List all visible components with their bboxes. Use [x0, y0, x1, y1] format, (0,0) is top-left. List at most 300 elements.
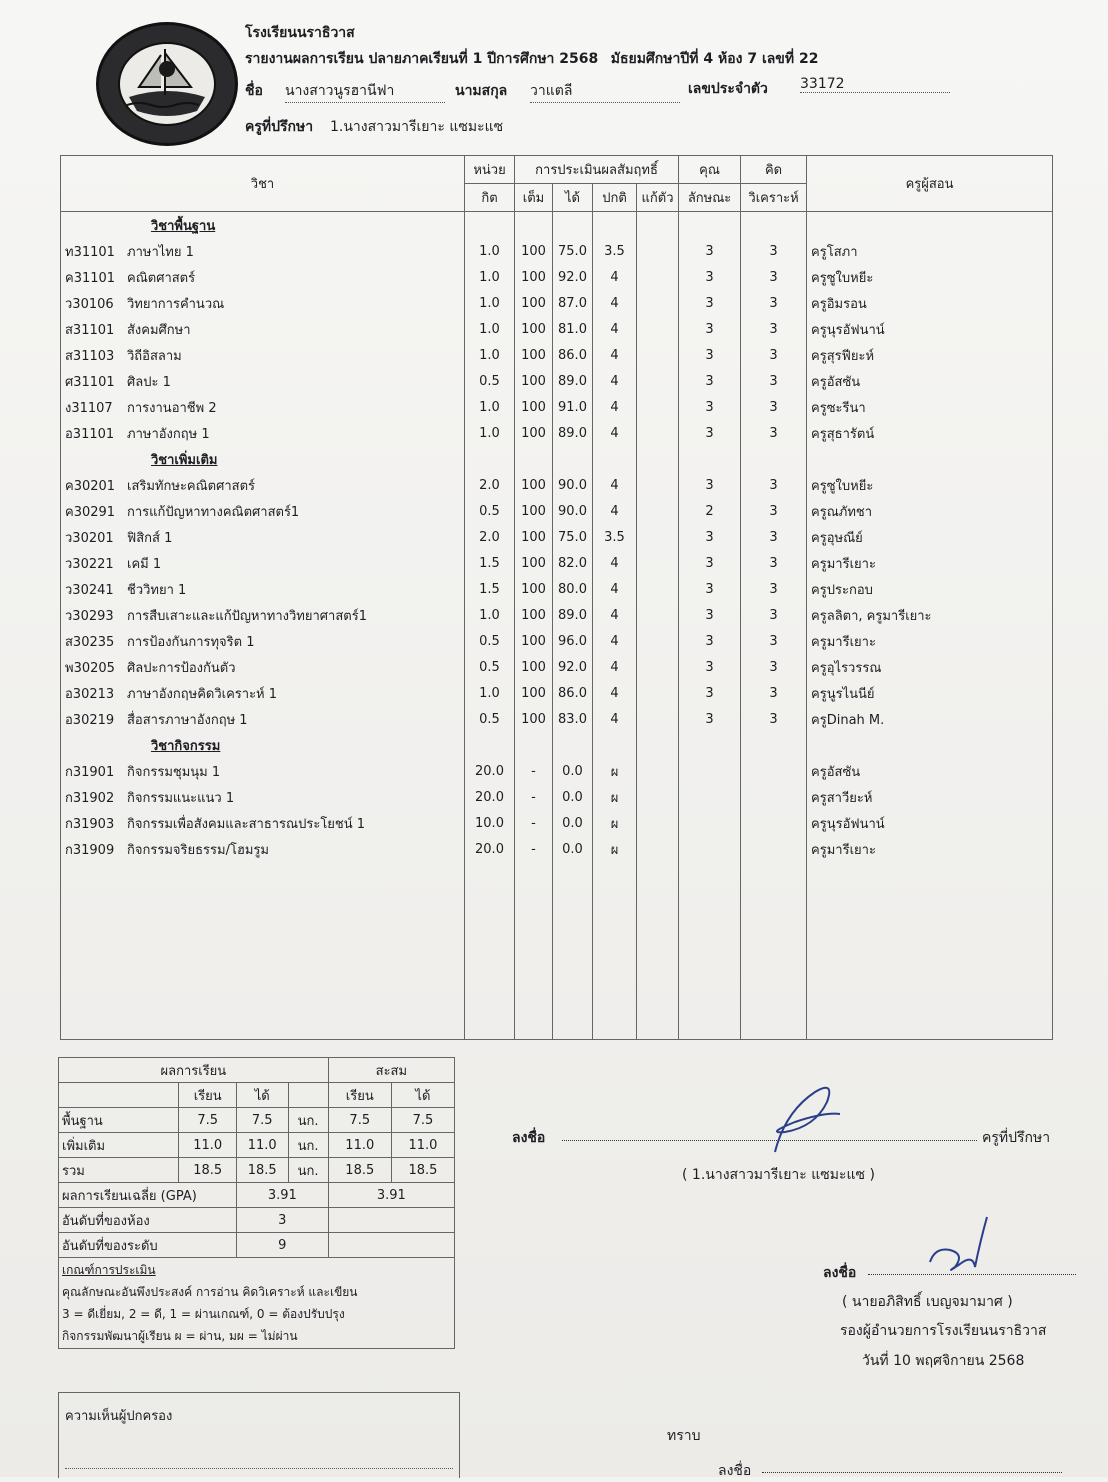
teacher-name: ครูDinah M.	[807, 706, 1053, 732]
deputy-printed-name: ( นายอภิสิทธิ์ เบญจมามาศ )	[842, 1294, 1013, 1310]
full-score: 100	[515, 264, 553, 290]
parent-opinion-box	[58, 1392, 460, 1478]
subject-name: การป้องกันการทุจริต 1	[127, 634, 255, 650]
teacher-name: ครูณภัทชา	[807, 498, 1053, 524]
summary-study: 18.5	[179, 1158, 236, 1183]
full-score: -	[515, 810, 553, 836]
summary-box	[58, 1057, 455, 1349]
corrected-grade	[637, 680, 679, 706]
corrected-grade	[637, 394, 679, 420]
teacher-name: ครูอัสซัน	[807, 758, 1053, 784]
full-score: 100	[515, 550, 553, 576]
credit: 1.0	[465, 290, 515, 316]
subject-name: ภาษาไทย 1	[127, 244, 194, 260]
grade: ผ	[593, 758, 637, 784]
summary-row-label: พื้นฐาน	[59, 1108, 179, 1133]
rank-room-label: อันดับที่ของห้อง	[59, 1208, 237, 1233]
characteristics: 3	[679, 238, 741, 264]
subject-row	[61, 420, 1053, 446]
summary-got: 11.0	[236, 1133, 288, 1158]
credit: 0.5	[465, 654, 515, 680]
subject-name: กิจกรรมจริยธรรม/โฮมรูม	[127, 842, 269, 858]
subject-code: พ30205	[65, 660, 115, 676]
full-score: 100	[515, 342, 553, 368]
analytical-thinking	[741, 836, 807, 862]
credit: 1.0	[465, 602, 515, 628]
corrected-grade	[637, 758, 679, 784]
credit: 20.0	[465, 758, 515, 784]
corrected-grade	[637, 316, 679, 342]
ack-label: ทราบ	[667, 1428, 701, 1444]
cum-got-label: ได้	[391, 1083, 454, 1108]
grade: 4	[593, 342, 637, 368]
subject-name: วิถีอิสลาม	[127, 348, 182, 364]
corrected-grade	[637, 706, 679, 732]
deputy-signature-mark	[925, 1212, 995, 1282]
section-title: วิชาเพิ่มเติม	[151, 452, 218, 468]
corrected-grade	[637, 836, 679, 862]
subject-row	[61, 602, 1053, 628]
grade: 4	[593, 680, 637, 706]
subject-name: ชีววิทยา 1	[127, 582, 187, 598]
subject-name: ศิลปะ 1	[127, 374, 171, 390]
subject-row	[61, 810, 1053, 836]
full-score: 100	[515, 238, 553, 264]
characteristics	[679, 784, 741, 810]
subject-name: การแก้ปัญหาทางคณิตศาสตร์1	[127, 504, 300, 520]
characteristics: 3	[679, 290, 741, 316]
characteristics: 3	[679, 628, 741, 654]
school-emblem-icon	[99, 25, 235, 143]
teacher-name: ครูสุธารัตน์	[807, 420, 1053, 446]
subject-code: ว30201	[65, 530, 114, 546]
col-normal: ปกติ	[593, 184, 637, 212]
grade: ผ	[593, 836, 637, 862]
summary-row	[59, 1133, 455, 1158]
advisor-name: 1.นางสาวมารีเยาะ แซมะแซ	[330, 119, 504, 135]
analytical-thinking: 3	[741, 316, 807, 342]
subject-row	[61, 836, 1053, 862]
teacher-name: ครูนุรอัฟนาน์	[807, 810, 1053, 836]
corrected-grade	[637, 290, 679, 316]
corrected-grade	[637, 368, 679, 394]
subject-row	[61, 628, 1053, 654]
gpa-cumulative: 3.91	[328, 1183, 454, 1208]
score: 0.0	[553, 810, 593, 836]
grade: 4	[593, 316, 637, 342]
study-label: เรียน	[179, 1083, 236, 1108]
cumulative-label: สะสม	[328, 1058, 454, 1083]
subject-name: ฟิสิกส์ 1	[127, 530, 173, 546]
summary-unit: นก.	[288, 1133, 328, 1158]
col-char-bottom: ลักษณะ	[679, 184, 741, 212]
teacher-name: ครูอุไรวรรณ	[807, 654, 1053, 680]
corrected-grade	[637, 420, 679, 446]
gpa-value: 3.91	[236, 1183, 328, 1208]
subject-code: ค30291	[65, 504, 116, 520]
credit: 1.0	[465, 238, 515, 264]
student-name: นางสาวนูรฮานีฟา	[285, 80, 445, 103]
advisor-sign-line	[562, 1140, 977, 1141]
corrected-grade	[637, 238, 679, 264]
subject-row	[61, 654, 1053, 680]
report-title: รายงานผลการเรียน ปลายภาคเรียนที่ 1 ปีการศึกษา 2568	[245, 51, 599, 67]
section-row	[61, 446, 1053, 472]
criteria-line-3: กิจกรรมพัฒนาผู้เรียน ผ = ผ่าน, มผ = ไม่ผ่าน	[62, 1329, 298, 1343]
subject-row	[61, 290, 1053, 316]
score: 92.0	[553, 654, 593, 680]
col-unit-bottom: กิต	[465, 184, 515, 212]
teacher-name: ครูประกอบ	[807, 576, 1053, 602]
subject-name: การงานอาชีพ 2	[127, 400, 217, 416]
score: 86.0	[553, 680, 593, 706]
summary-table	[58, 1057, 455, 1349]
subject-row	[61, 576, 1053, 602]
col-think-top: คิด	[741, 156, 807, 184]
characteristics: 3	[679, 706, 741, 732]
section-row	[61, 732, 1053, 758]
grade: ผ	[593, 810, 637, 836]
corrected-grade	[637, 264, 679, 290]
grade: 3.5	[593, 524, 637, 550]
subject-code: อ30219	[65, 712, 115, 728]
score: 89.0	[553, 602, 593, 628]
subject-row	[61, 680, 1053, 706]
characteristics: 3	[679, 264, 741, 290]
full-score: 100	[515, 602, 553, 628]
subject-name: ภาษาอังกฤษ 1	[127, 426, 210, 442]
teacher-name: ครูสุรฟียะห์	[807, 342, 1053, 368]
characteristics	[679, 758, 741, 784]
score: 0.0	[553, 758, 593, 784]
credit: 1.0	[465, 342, 515, 368]
rank-room-value: 3	[236, 1208, 328, 1233]
corrected-grade	[637, 784, 679, 810]
summary-row	[59, 1158, 455, 1183]
score: 90.0	[553, 498, 593, 524]
characteristics: 3	[679, 524, 741, 550]
teacher-name: ครูซูใบหยีะ	[807, 264, 1053, 290]
col-assessment: การประเมินผลสัมฤทธิ์	[515, 156, 679, 184]
subject-name: สื่อสารภาษาอังกฤษ 1	[127, 712, 248, 728]
characteristics: 3	[679, 550, 741, 576]
characteristics: 3	[679, 342, 741, 368]
col-corrected: แก้ตัว	[637, 184, 679, 212]
summary-got: 18.5	[236, 1158, 288, 1183]
full-score: -	[515, 758, 553, 784]
analytical-thinking: 3	[741, 290, 807, 316]
characteristics: 3	[679, 394, 741, 420]
corrected-grade	[637, 550, 679, 576]
subject-row	[61, 784, 1053, 810]
score: 81.0	[553, 316, 593, 342]
teacher-name: ครูซะรีนา	[807, 394, 1053, 420]
full-score: 100	[515, 420, 553, 446]
grade: 4	[593, 394, 637, 420]
credit: 0.5	[465, 706, 515, 732]
grade: 4	[593, 290, 637, 316]
credit: 20.0	[465, 784, 515, 810]
subject-name: สังคมศึกษา	[127, 322, 191, 338]
subject-code: ท31101	[65, 244, 115, 260]
subject-name: เคมี 1	[127, 556, 162, 572]
gpa-label: ผลการเรียนเฉลี่ย (GPA)	[59, 1183, 237, 1208]
subject-code: ก31903	[65, 816, 115, 832]
subject-code: ส30235	[65, 634, 115, 650]
id-label: เลขประจำตัว	[688, 81, 768, 97]
score: 0.0	[553, 836, 593, 862]
subject-row	[61, 498, 1053, 524]
summary-cum-got: 7.5	[391, 1108, 454, 1133]
subject-row	[61, 758, 1053, 784]
full-score: 100	[515, 316, 553, 342]
analytical-thinking	[741, 810, 807, 836]
rank-level-label: อันดับที่ของระดับ	[59, 1233, 237, 1258]
full-score: 100	[515, 368, 553, 394]
section-title: วิชากิจกรรม	[151, 738, 221, 754]
score: 89.0	[553, 368, 593, 394]
advisor-sign-label: ลงชื่อ	[512, 1130, 546, 1146]
corrected-grade	[637, 810, 679, 836]
subject-code: ศ31101	[65, 374, 115, 390]
subject-name: กิจกรรมชุมนุม 1	[127, 764, 221, 780]
full-score: -	[515, 784, 553, 810]
advisor-signature-mark	[755, 1072, 845, 1162]
subject-row	[61, 264, 1053, 290]
subject-code: ก31901	[65, 764, 115, 780]
grade: 4	[593, 498, 637, 524]
summary-study: 11.0	[179, 1133, 236, 1158]
analytical-thinking: 3	[741, 706, 807, 732]
parent-opinion-label: ความเห็นผู้ปกครอง	[65, 1409, 173, 1424]
school-name: โรงเรียนนราธิวาส	[245, 25, 355, 41]
subject-code: อ30213	[65, 686, 115, 702]
deputy-sign-line	[868, 1274, 1076, 1275]
characteristics: 3	[679, 368, 741, 394]
teacher-name: ครูลลิตา, ครูมารีเยาะ	[807, 602, 1053, 628]
school-logo	[96, 22, 238, 146]
subject-row	[61, 706, 1053, 732]
ack-sign-line	[762, 1472, 1062, 1473]
cum-study-label: เรียน	[328, 1083, 391, 1108]
credit: 1.0	[465, 316, 515, 342]
subject-name: ภาษาอังกฤษคิดวิเคราะห์ 1	[127, 686, 278, 702]
analytical-thinking: 3	[741, 368, 807, 394]
subject-name: การสืบเสาะและแก้ปัญหาทางวิทยาศาสตร์1	[127, 608, 367, 624]
subject-row	[61, 316, 1053, 342]
subject-code: อ31101	[65, 426, 115, 442]
got-label: ได้	[236, 1083, 288, 1108]
subject-code: ว30241	[65, 582, 114, 598]
summary-cum-study: 11.0	[328, 1133, 391, 1158]
characteristics	[679, 810, 741, 836]
grade: 4	[593, 628, 637, 654]
corrected-grade	[637, 654, 679, 680]
analytical-thinking: 3	[741, 576, 807, 602]
corrected-grade	[637, 342, 679, 368]
subject-row	[61, 368, 1053, 394]
teacher-name: ครูนุรอัฟนาน์	[807, 316, 1053, 342]
corrected-grade	[637, 498, 679, 524]
subject-row	[61, 524, 1053, 550]
corrected-grade	[637, 524, 679, 550]
summary-cum-got: 18.5	[391, 1158, 454, 1183]
credit: 1.0	[465, 420, 515, 446]
subject-code: ง31107	[65, 400, 113, 416]
section-row	[61, 212, 1053, 239]
full-score: 100	[515, 628, 553, 654]
grades-table	[60, 155, 1053, 1040]
grade: 4	[593, 264, 637, 290]
characteristics: 3	[679, 680, 741, 706]
subject-name: คณิตศาสตร์	[127, 270, 196, 286]
grade: 3.5	[593, 238, 637, 264]
analytical-thinking: 3	[741, 680, 807, 706]
subject-code: ว30221	[65, 556, 114, 572]
name-label: ชื่อ	[245, 83, 263, 99]
credit: 0.5	[465, 368, 515, 394]
summary-cum-got: 11.0	[391, 1133, 454, 1158]
report-date: วันที่ 10 พฤศจิกายน 2568	[862, 1353, 1025, 1369]
col-unit-top: หน่วย	[465, 156, 515, 184]
characteristics: 3	[679, 602, 741, 628]
teacher-name: ครูมารีเยาะ	[807, 628, 1053, 654]
characteristics: 3	[679, 576, 741, 602]
rank-level-value: 9	[236, 1233, 328, 1258]
subject-code: ก31902	[65, 790, 115, 806]
filler-row	[61, 862, 1053, 1040]
subject-name: เสริมทักษะคณิตศาสตร์	[127, 478, 256, 494]
advisor-label: ครูที่ปรึกษา	[245, 119, 314, 135]
criteria-line-1: คุณลักษณะอันพึงประสงค์ การอ่าน คิดวิเคราะห์ และเขียน	[62, 1285, 358, 1299]
subject-code: ก31909	[65, 842, 115, 858]
score: 90.0	[553, 472, 593, 498]
score: 0.0	[553, 784, 593, 810]
col-char-top: คุณ	[679, 156, 741, 184]
col-full: เต็ม	[515, 184, 553, 212]
teacher-name: ครูมารีเยาะ	[807, 836, 1053, 862]
subject-row	[61, 394, 1053, 420]
corrected-grade	[637, 576, 679, 602]
subject-name: กิจกรรมเพื่อสังคมและสาธารณประโยชน์ 1	[127, 816, 366, 832]
full-score: 100	[515, 472, 553, 498]
student-surname: วาแตลี	[530, 80, 680, 103]
credit: 1.0	[465, 264, 515, 290]
analytical-thinking: 3	[741, 238, 807, 264]
deputy-sign-label: ลงชื่อ	[823, 1265, 857, 1281]
corrected-grade	[637, 602, 679, 628]
characteristics: 3	[679, 654, 741, 680]
score: 89.0	[553, 420, 593, 446]
analytical-thinking: 3	[741, 342, 807, 368]
subject-code: ว30106	[65, 296, 114, 312]
analytical-thinking: 3	[741, 420, 807, 446]
score: 96.0	[553, 628, 593, 654]
analytical-thinking: 3	[741, 602, 807, 628]
analytical-thinking: 3	[741, 498, 807, 524]
teacher-name: ครูซูใบหยีะ	[807, 472, 1053, 498]
score: 91.0	[553, 394, 593, 420]
subject-code: ค31101	[65, 270, 116, 286]
credit: 2.0	[465, 472, 515, 498]
credit: 20.0	[465, 836, 515, 862]
analytical-thinking: 3	[741, 264, 807, 290]
criteria-line-2: 3 = ดีเยี่ยม, 2 = ดี, 1 = ผ่านเกณฑ์, 0 = ต้องปรับปรุง	[62, 1307, 345, 1321]
subject-name: กิจกรรมแนะแนว 1	[127, 790, 235, 806]
grades-body	[61, 212, 1053, 1040]
summary-cum-study: 7.5	[328, 1108, 391, 1133]
teacher-name: ครูอุษณีย์	[807, 524, 1053, 550]
credit: 1.5	[465, 550, 515, 576]
analytical-thinking: 3	[741, 550, 807, 576]
score: 75.0	[553, 238, 593, 264]
characteristics: 3	[679, 420, 741, 446]
summary-study: 7.5	[179, 1108, 236, 1133]
section-title: วิชาพื้นฐาน	[151, 218, 216, 234]
col-teacher: ครูผู้สอน	[807, 156, 1053, 212]
subject-row	[61, 342, 1053, 368]
summary-unit: นก.	[288, 1158, 328, 1183]
score: 80.0	[553, 576, 593, 602]
teacher-name: ครูอิมรอน	[807, 290, 1053, 316]
full-score: 100	[515, 290, 553, 316]
col-subject: วิชา	[61, 156, 465, 212]
subject-row	[61, 550, 1053, 576]
analytical-thinking: 3	[741, 394, 807, 420]
credit: 1.0	[465, 394, 515, 420]
full-score: 100	[515, 680, 553, 706]
results-label: ผลการเรียน	[59, 1058, 329, 1083]
analytical-thinking: 3	[741, 524, 807, 550]
subject-row	[61, 472, 1053, 498]
grade: 4	[593, 576, 637, 602]
ack-sign-label: ลงชื่อ	[718, 1463, 752, 1479]
surname-label: นามสกุล	[455, 83, 508, 99]
corrected-grade	[637, 628, 679, 654]
corrected-grade	[637, 472, 679, 498]
credit: 1.5	[465, 576, 515, 602]
score: 86.0	[553, 342, 593, 368]
analytical-thinking: 3	[741, 628, 807, 654]
analytical-thinking: 3	[741, 654, 807, 680]
grade: 4	[593, 368, 637, 394]
characteristics: 2	[679, 498, 741, 524]
grade: 4	[593, 706, 637, 732]
score: 82.0	[553, 550, 593, 576]
analytical-thinking: 3	[741, 472, 807, 498]
grade: 4	[593, 472, 637, 498]
col-think-bottom: วิเคราะห์	[741, 184, 807, 212]
subject-code: ว30293	[65, 608, 114, 624]
analytical-thinking	[741, 758, 807, 784]
advisor-role: ครูที่ปรึกษา	[982, 1130, 1051, 1146]
subject-name: ศิลปะการป้องกันตัว	[127, 660, 236, 676]
credit: 1.0	[465, 680, 515, 706]
grade: 4	[593, 420, 637, 446]
score: 83.0	[553, 706, 593, 732]
score: 87.0	[553, 290, 593, 316]
teacher-name: ครูนูรไนนีย์	[807, 680, 1053, 706]
credit: 10.0	[465, 810, 515, 836]
score: 75.0	[553, 524, 593, 550]
characteristics: 3	[679, 472, 741, 498]
class-info: มัธยมศึกษาปีที่ 4 ห้อง 7 เลขที่ 22	[610, 51, 819, 67]
characteristics: 3	[679, 316, 741, 342]
full-score: 100	[515, 706, 553, 732]
subject-name: วิทยาการคำนวณ	[127, 296, 225, 312]
full-score: 100	[515, 576, 553, 602]
grade: 4	[593, 602, 637, 628]
